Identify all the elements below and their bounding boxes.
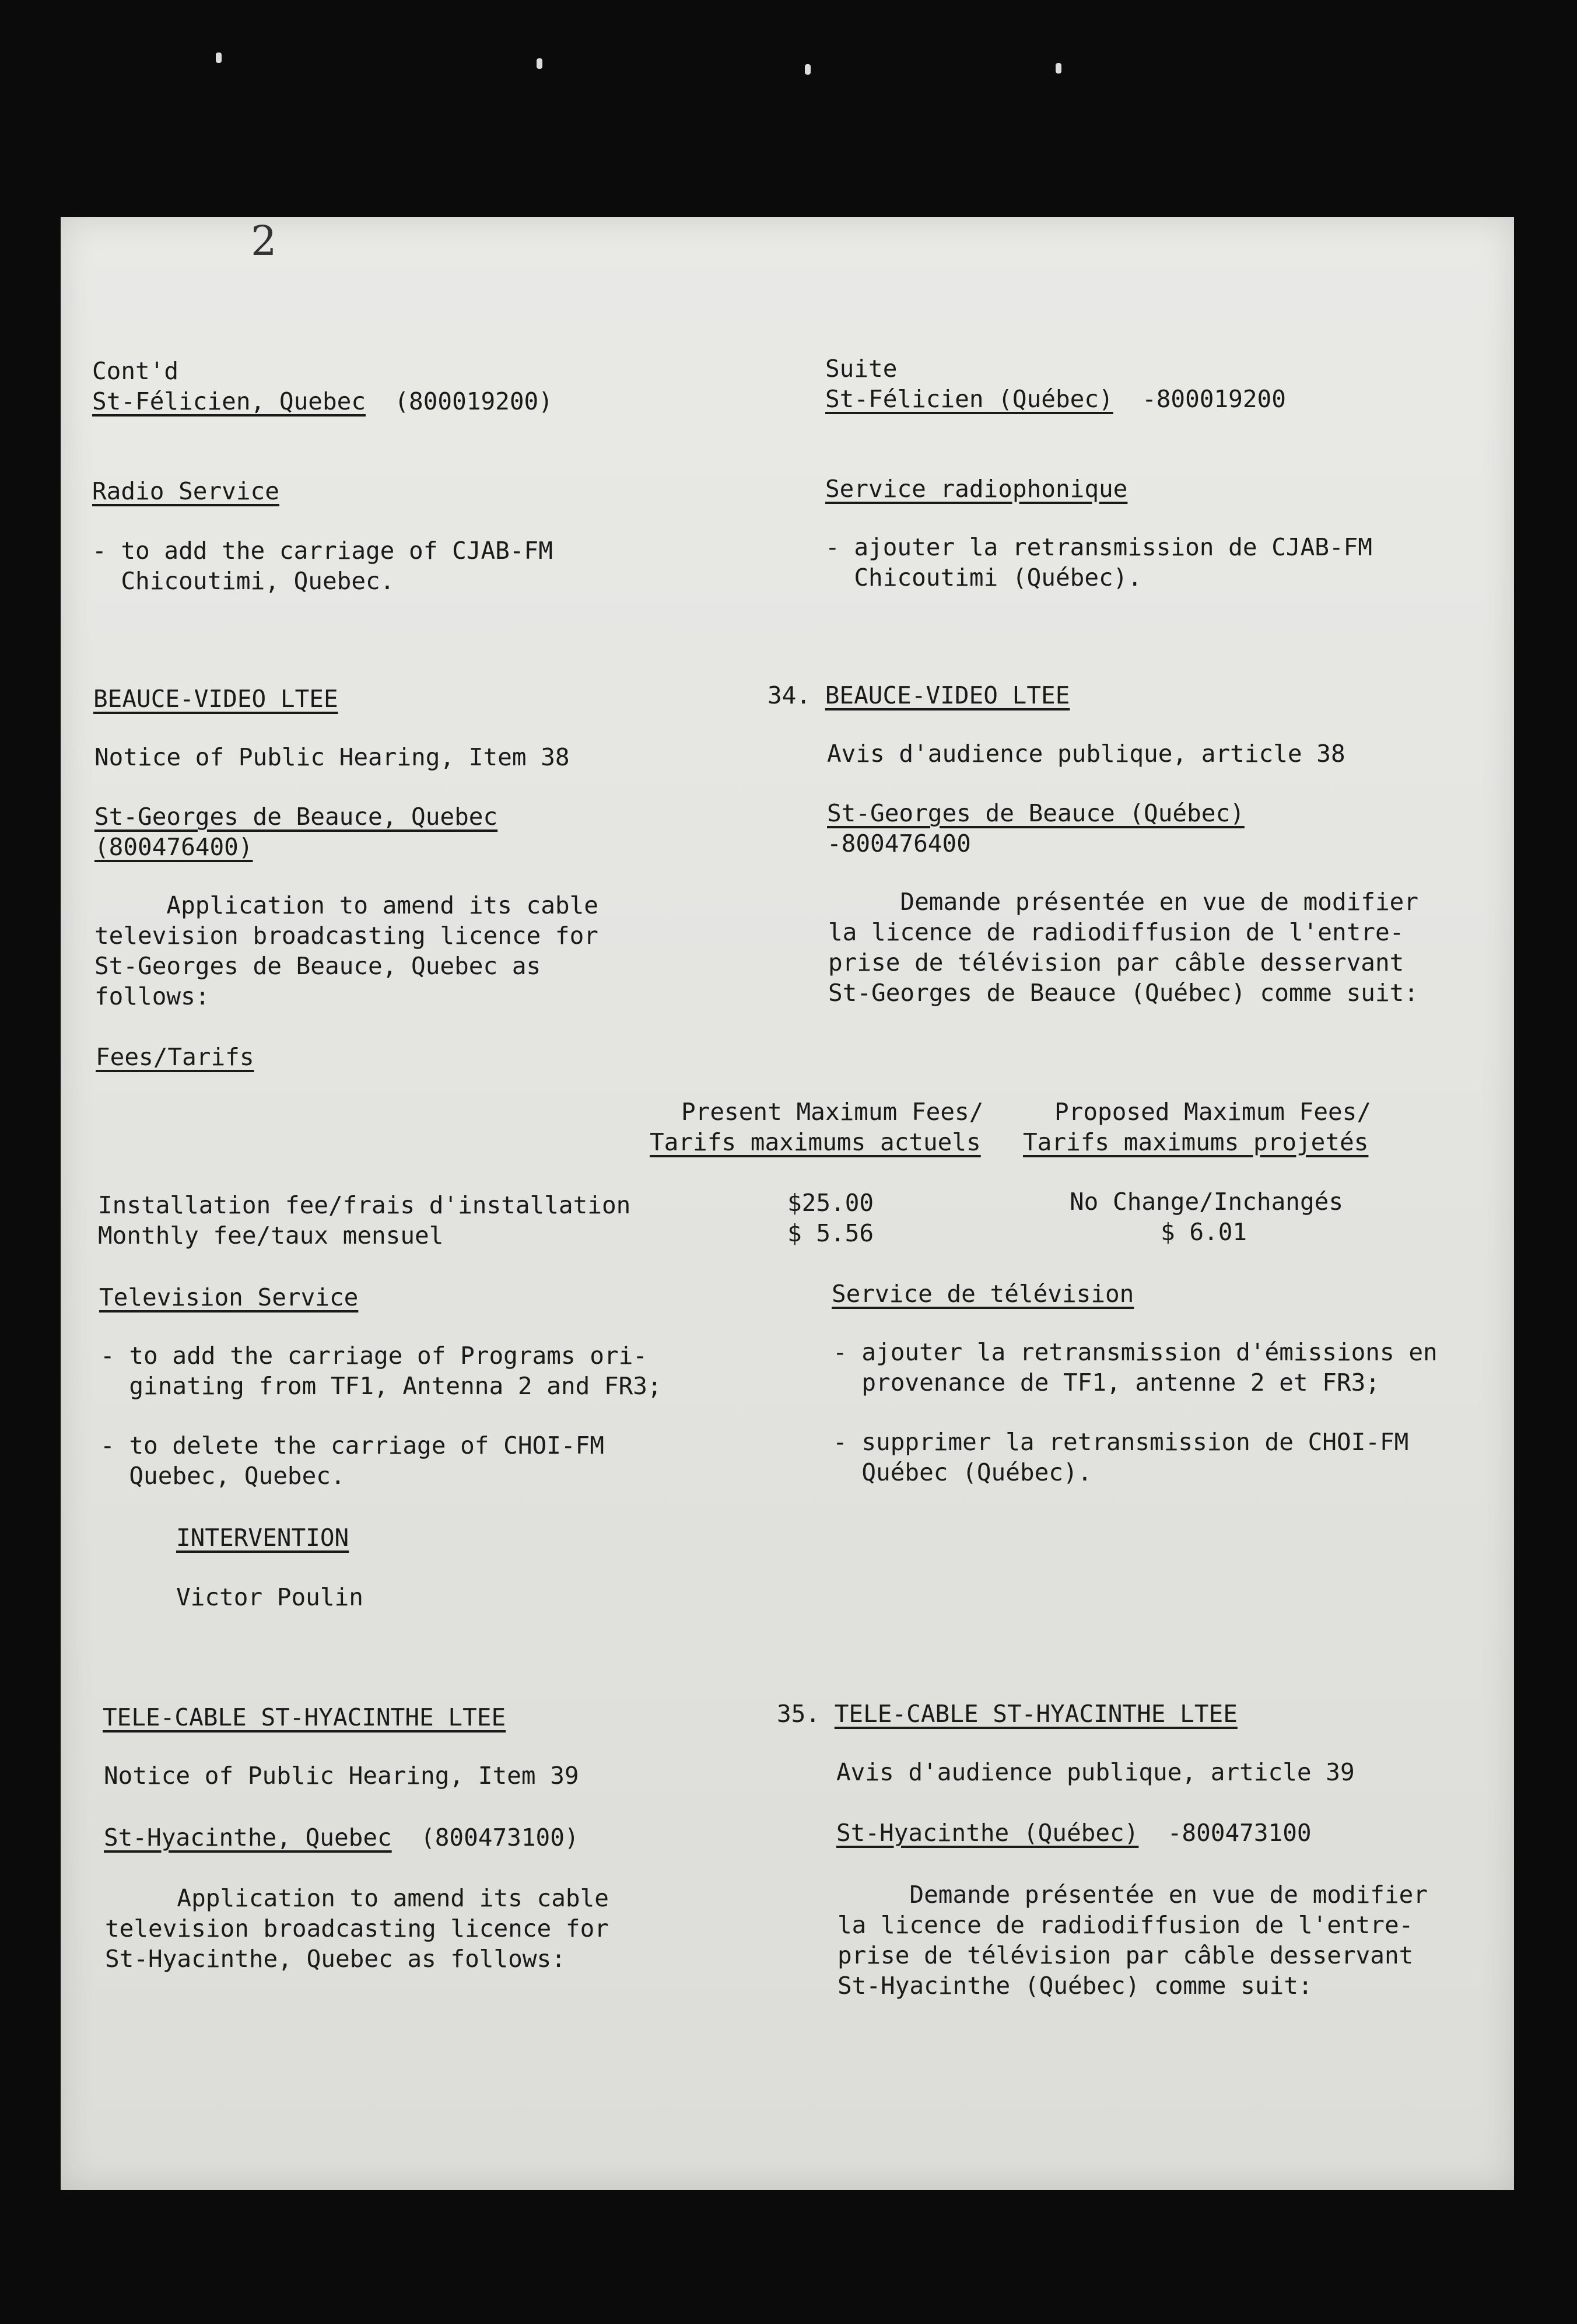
fee-row-present: $ 5.56 — [787, 1219, 874, 1247]
fees-col-proposed-line: Proposed Maximum Fees/ — [1054, 1098, 1372, 1126]
left-radio-item-line: - to add the carriage of CJAB-FM — [92, 537, 553, 565]
right-tv-item-line: Québec (Québec). — [833, 1458, 1092, 1486]
right-suite-heading: Suite — [825, 355, 898, 383]
fees-col-present-line: Present Maximum Fees/ — [681, 1098, 984, 1126]
fee-row-present: $25.00 — [787, 1189, 874, 1217]
item-number-34: 34. BEAUCE-VIDEO LTEE — [768, 681, 1070, 709]
right-application-line: Demande présentée en vue de modifier — [828, 888, 1419, 916]
left-application-line: Application to amend its cable — [94, 891, 598, 919]
fee-row-label: Monthly fee/taux mensuel — [98, 1222, 444, 1250]
right-application-line: Demande présentée en vue de modifier — [837, 1881, 1428, 1909]
left-company-34: BEAUCE-VIDEO LTEE — [93, 685, 338, 713]
right-place: St-Félicien (Québec) — [825, 385, 1113, 413]
right-tv-item-line: provenance de TF1, antenne 2 et FR3; — [833, 1368, 1380, 1396]
left-application-line: television broadcasting licence for — [94, 922, 598, 950]
right-file-number: -800019200 — [1142, 385, 1286, 413]
fee-row-proposed: No Change/Inchangés — [1070, 1188, 1343, 1216]
left-tv-item-line: Quebec, Quebec. — [100, 1462, 345, 1490]
right-place-line-35 — [836, 1818, 1312, 1848]
intervention-heading: INTERVENTION — [176, 1524, 349, 1552]
left-place-34: St-Georges de Beauce, Quebec — [94, 803, 498, 831]
left-application-line: St-Georges de Beauce, Quebec as — [94, 952, 541, 980]
left-place-35: St-Hyacinthe, Quebec — [104, 1824, 392, 1852]
item-number-35: 35. TELE-CABLE ST-HYACINTHE LTEE — [777, 1700, 1238, 1728]
left-radio-service-heading: Radio Service — [92, 477, 279, 505]
right-application-line: prise de télévision par câble desservant — [837, 1941, 1414, 1969]
right-radio-service-heading: Service radiophonique — [825, 475, 1128, 503]
right-application-line: la licence de radiodiffusion de l'entre- — [828, 918, 1404, 946]
right-tv-service-heading: Service de télévision — [832, 1280, 1134, 1308]
fees-col-proposed-line: Tarifs maximums projetés — [1023, 1128, 1369, 1156]
fees-heading: Fees/Tarifs — [96, 1043, 254, 1071]
left-tv-item-line: ginating from TF1, Antenna 2 and FR3; — [100, 1372, 662, 1400]
handwritten-page-mark: 2 — [251, 217, 277, 265]
fee-row-proposed: $ 6.01 — [1161, 1218, 1247, 1246]
left-place-line-35 — [104, 1822, 579, 1853]
left-tv-item-line: - to add the carriage of Programs ori- — [100, 1342, 647, 1370]
intervention-name: Victor Poulin — [176, 1583, 363, 1611]
left-place-line — [92, 386, 553, 416]
right-file-number-34: -800476400 — [827, 830, 971, 858]
left-place: St-Félicien, Quebec — [92, 387, 366, 415]
right-file-number-35: -800473100 — [1167, 1819, 1312, 1847]
left-application-line: follows: — [94, 982, 210, 1010]
right-notice-34: Avis d'audience publique, article 38 — [827, 740, 1345, 768]
right-radio-item-line: Chicoutimi (Québec). — [825, 564, 1143, 592]
left-notice-35: Notice of Public Hearing, Item 39 — [104, 1762, 579, 1790]
film-speck — [1056, 63, 1061, 74]
film-speck — [805, 64, 811, 75]
right-notice-35: Avis d'audience publique, article 39 — [836, 1758, 1355, 1786]
left-radio-item-line: Chicoutimi, Quebec. — [92, 567, 395, 595]
right-place-line — [825, 384, 1286, 414]
fees-col-present-line: Tarifs maximums actuels — [650, 1128, 981, 1156]
right-tv-item-line: - supprimer la retransmission de CHOI-FM — [833, 1428, 1409, 1456]
left-file-number: (800019200) — [394, 387, 553, 415]
left-application-line: St-Hyacinthe, Quebec as follows: — [105, 1945, 566, 1973]
right-place-35: St-Hyacinthe (Québec) — [836, 1819, 1139, 1847]
fee-row-label: Installation fee/frais d'installation — [98, 1191, 631, 1219]
film-speck — [216, 52, 222, 63]
left-application-line: television broadcasting licence for — [105, 1915, 609, 1943]
right-application-line: la licence de radiodiffusion de l'entre- — [837, 1911, 1414, 1939]
right-tv-item-line: - ajouter la retransmission d'émissions en — [833, 1338, 1438, 1366]
right-application-line: prise de télévision par câble desservant — [828, 949, 1404, 977]
left-tv-item-line: - to delete the carriage of CHOI-FM — [100, 1432, 604, 1460]
left-file-number-34: (800476400) — [94, 833, 253, 861]
left-file-number-35: (800473100) — [420, 1824, 579, 1852]
left-tv-service-heading: Television Service — [99, 1283, 359, 1311]
right-place-34: St-Georges de Beauce (Québec) — [827, 799, 1245, 827]
left-contd-heading: Cont'd — [92, 357, 179, 385]
right-application-line: St-Georges de Beauce (Québec) comme suit: — [828, 979, 1419, 1007]
right-company-34: BEAUCE-VIDEO LTEE — [825, 681, 1070, 709]
right-application-line: St-Hyacinthe (Québec) comme suit: — [837, 1972, 1313, 2000]
film-speck — [537, 58, 542, 69]
left-notice-34: Notice of Public Hearing, Item 38 — [94, 743, 570, 771]
left-company-35: TELE-CABLE ST-HYACINTHE LTEE — [103, 1703, 506, 1731]
right-radio-item-line: - ajouter la retransmission de CJAB-FM — [825, 533, 1372, 561]
right-company-35: TELE-CABLE ST-HYACINTHE LTEE — [834, 1700, 1238, 1728]
left-application-line: Application to amend its cable — [105, 1884, 609, 1912]
